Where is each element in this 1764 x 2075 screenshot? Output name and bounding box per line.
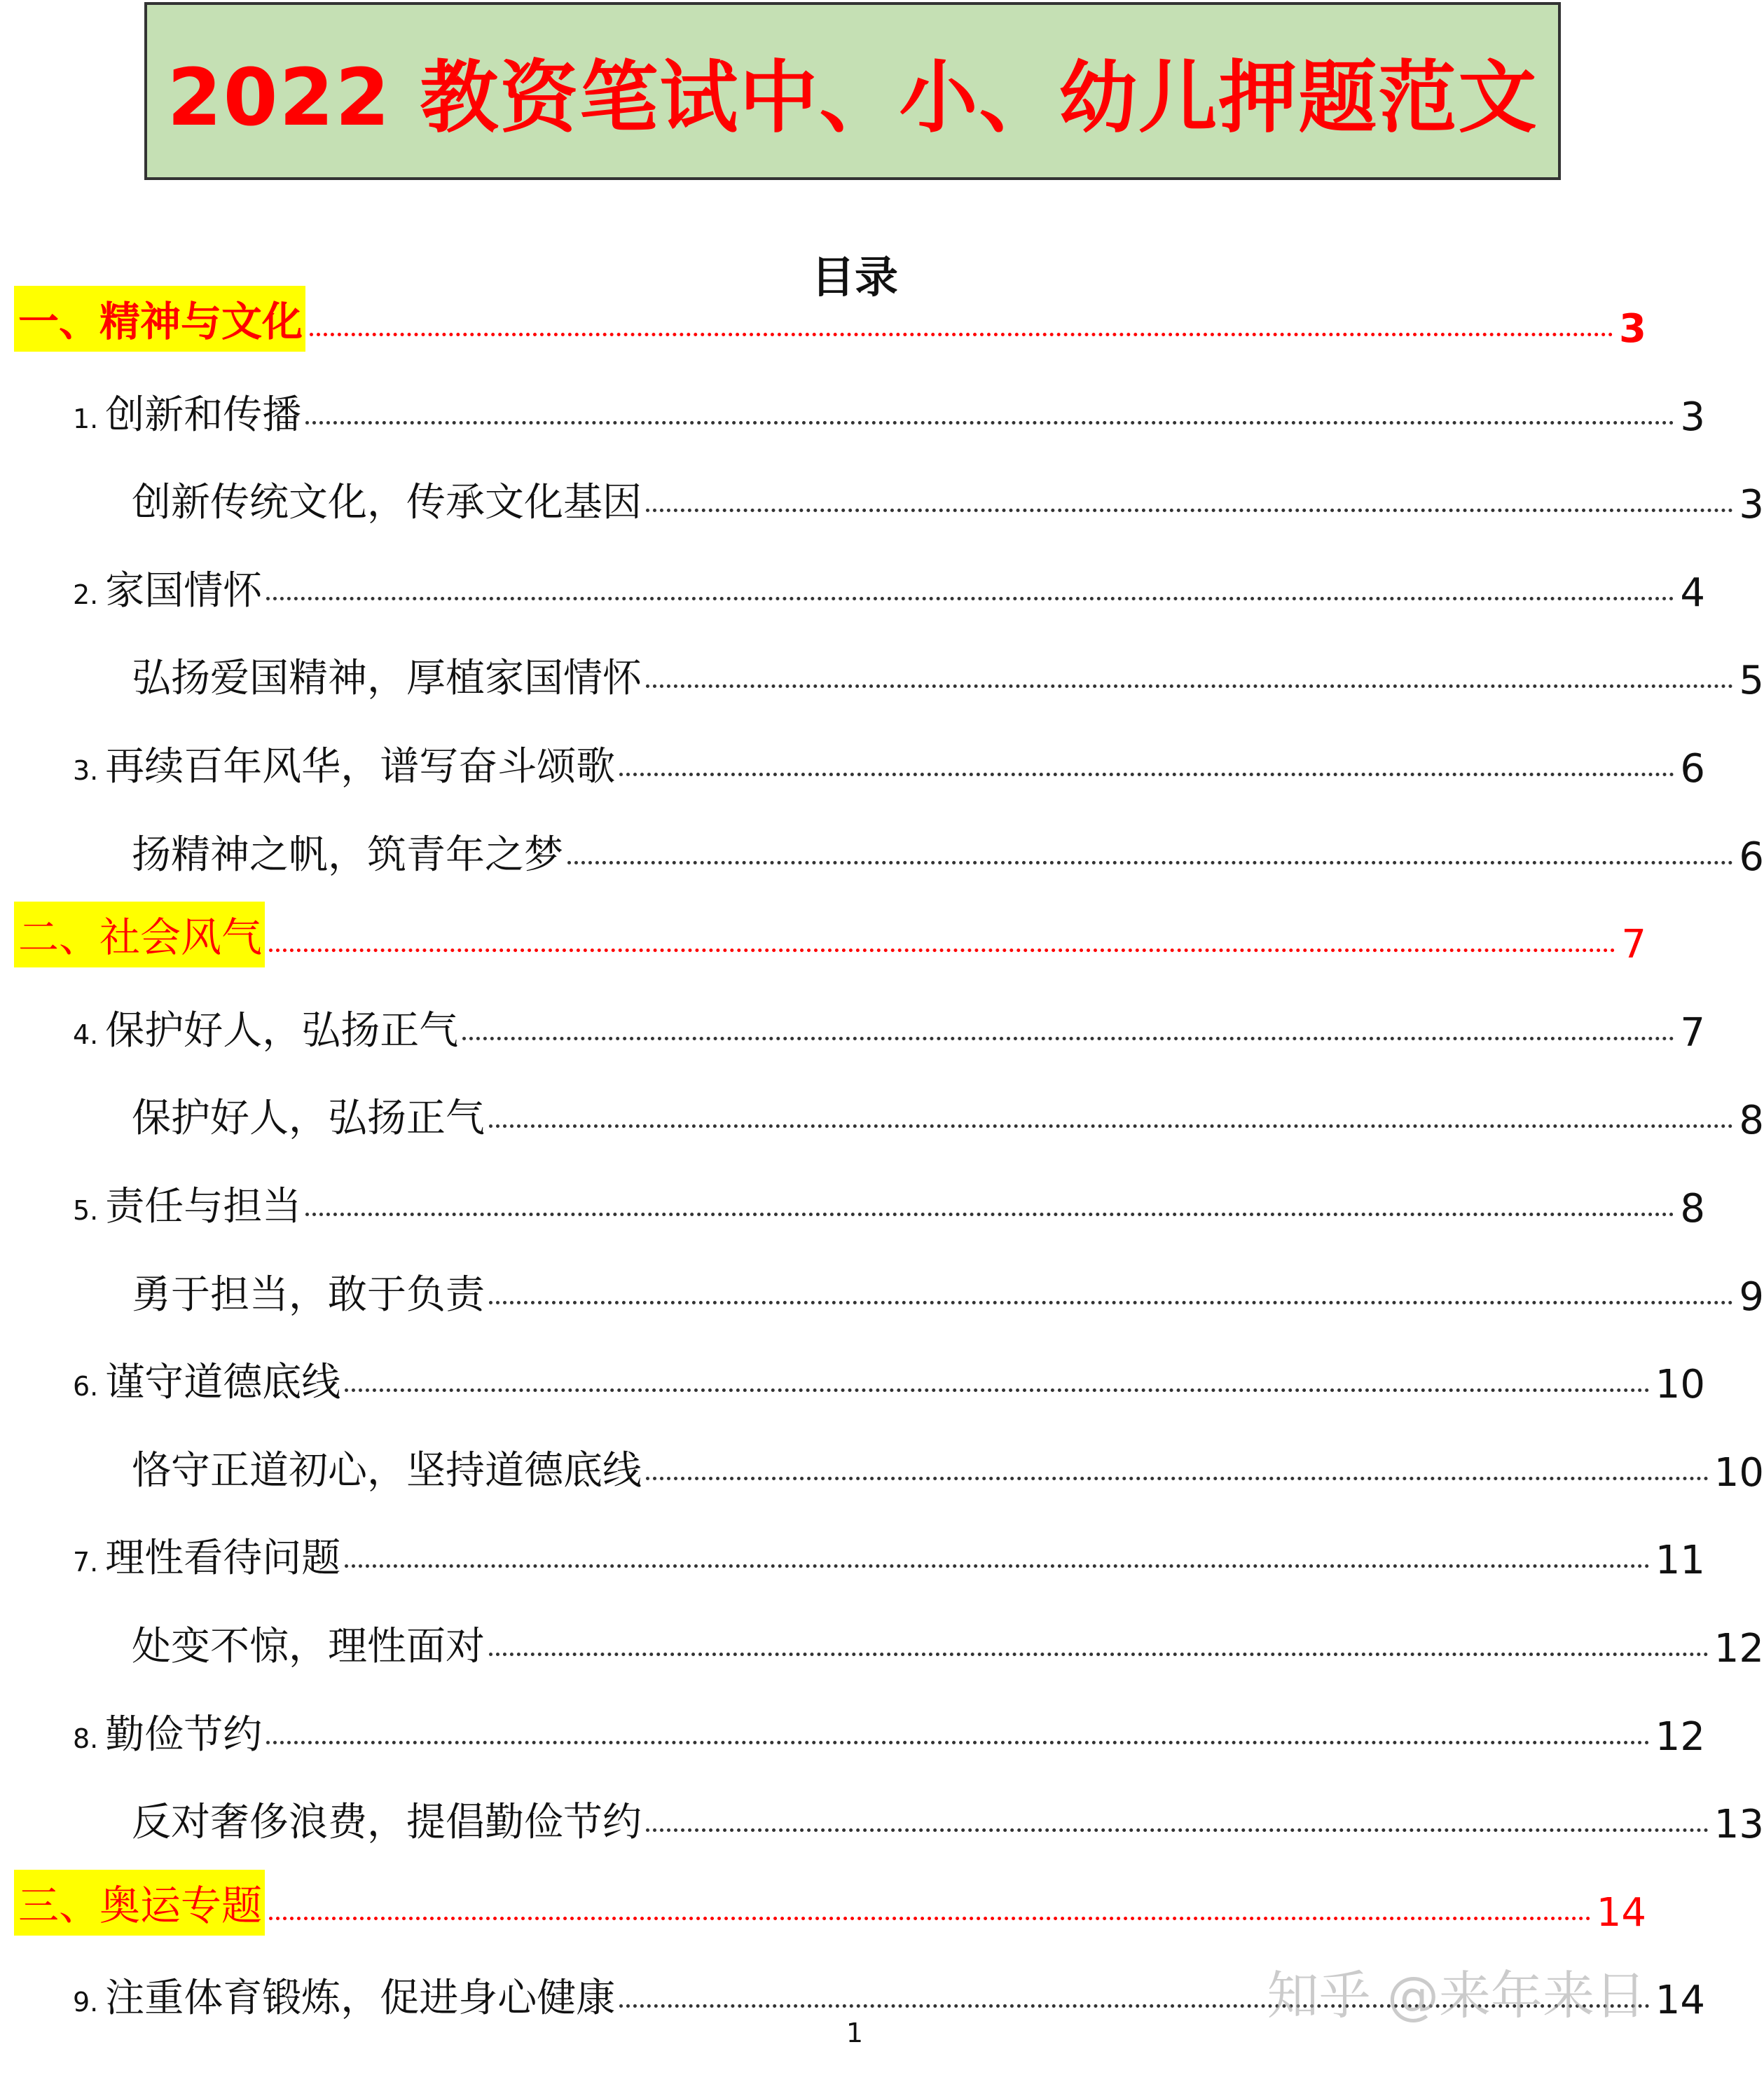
toc-dot-leader: [567, 860, 1733, 864]
toc-dot-leader: [489, 1124, 1733, 1128]
toc-page-number: 6: [1739, 834, 1764, 880]
toc-entry-lead: [14, 286, 305, 352]
toc-page-number: 3: [1680, 394, 1705, 440]
toc-page-number: 6: [1680, 746, 1705, 792]
toc-page-number: 8: [1680, 1186, 1705, 1232]
toc-item-row[interactable]: [0, 553, 1705, 616]
toc-page-number: 4: [1680, 570, 1705, 616]
toc-entry-lead: [73, 1000, 458, 1056]
toc-section-row[interactable]: [0, 289, 1646, 352]
toc-page-number: 14: [1655, 1978, 1705, 2024]
toc-page-number: 12: [1714, 1626, 1764, 1671]
document-title: 2022 教资笔试中、小、幼儿押题范文: [167, 52, 1538, 144]
toc-entry-label: 扬精神之帆，筑青年之梦: [132, 832, 563, 878]
toc-dot-leader: [305, 420, 1674, 425]
toc-item-row[interactable]: [0, 1697, 1705, 1760]
toc-entry-label: 谨守道德底线: [105, 1360, 341, 1406]
toc-section-row[interactable]: [0, 904, 1646, 967]
toc-dot-leader: [269, 1916, 1591, 1920]
toc-entry-lead: [14, 902, 265, 967]
title-banner: [144, 2, 1561, 180]
toc-dot-leader: [646, 1476, 1709, 1480]
toc-entry-number: 4.: [73, 1019, 99, 1050]
toc-subitem-row[interactable]: [0, 1608, 1764, 1671]
toc-item-row[interactable]: [0, 1169, 1705, 1232]
toc-entry-lead: [132, 1264, 485, 1320]
watermark: 知乎 @来年来日: [1267, 1966, 1646, 2026]
toc-entry-label: 恪守正道初心，坚持道德底线: [132, 1447, 642, 1494]
toc-entry-number: 7.: [73, 1547, 99, 1578]
toc-entry-number: 3.: [73, 755, 99, 786]
toc-dot-leader: [489, 1652, 1709, 1656]
toc-page-number: 9: [1739, 1274, 1764, 1320]
toc-entry-label: 再续百年风华，谱写奋斗颂歌: [105, 744, 616, 790]
toc-entry-lead: [132, 647, 642, 703]
toc-entry-label: 处变不惊，理性面对: [132, 1624, 485, 1669]
toc-entry-lead: [73, 736, 615, 792]
toc-entry-label: 理性看待问题: [105, 1536, 341, 1582]
toc-entry-label: 一、精神与文化: [14, 286, 305, 352]
toc-entry-lead: [73, 1967, 615, 2023]
toc-page-number: 8: [1739, 1098, 1764, 1144]
toc-section-row[interactable]: [0, 1873, 1646, 1936]
toc-dot-leader: [646, 1828, 1709, 1832]
toc-subitem-row[interactable]: [0, 1784, 1764, 1847]
toc-entry-number: 2.: [73, 579, 99, 610]
toc-entry-lead: [132, 471, 642, 528]
toc-entry-label: 创新传统文化，传承文化基因: [132, 480, 642, 526]
toc-page-number: 7: [1680, 1009, 1705, 1056]
toc-entry-number: 8.: [73, 1723, 99, 1754]
toc-entry-label: 保护好人，弘扬正气: [132, 1096, 485, 1142]
toc-dot-leader: [646, 508, 1733, 512]
toc-entry-label: 勤俭节约: [105, 1711, 263, 1758]
toc-page-number: 10: [1655, 1362, 1705, 1408]
toc-entry-label: 保护好人，弘扬正气: [105, 1007, 459, 1054]
toc-entry-lead: [73, 1527, 340, 1583]
toc-dot-leader: [462, 1036, 1674, 1040]
toc-subitem-row[interactable]: [0, 464, 1764, 528]
toc-subitem-row[interactable]: [0, 817, 1764, 880]
toc-entry-label: 创新和传播: [105, 392, 302, 438]
toc-entry-label: 三、奥运专题: [14, 1870, 265, 1936]
toc-item-row[interactable]: [0, 1344, 1705, 1407]
toc-page-number: 11: [1655, 1538, 1705, 1584]
toc-entry-number: 6.: [73, 1371, 99, 1402]
toc-item-row[interactable]: [0, 993, 1705, 1056]
toc-entry-lead: [132, 1615, 485, 1671]
toc-subitem-row[interactable]: [0, 640, 1764, 703]
toc-dot-leader: [646, 684, 1733, 688]
toc-dot-leader: [489, 1300, 1733, 1304]
toc-dot-leader: [266, 1740, 1649, 1744]
toc-entry-lead: [132, 1087, 485, 1143]
toc-subitem-row[interactable]: [0, 1257, 1764, 1320]
toc-entry-label: 勇于担当，敢于负责: [132, 1271, 485, 1318]
toc-page-number: 12: [1655, 1714, 1705, 1760]
toc-entry-number: 9.: [73, 1987, 99, 2018]
toc-entry-lead: [73, 1351, 340, 1407]
toc-dot-leader: [345, 1388, 1649, 1392]
toc-page-number: 3: [1739, 482, 1764, 528]
toc-entry-lead: [73, 384, 301, 440]
toc-entry-lead: [73, 1176, 301, 1232]
toc-dot-leader: [269, 948, 1615, 952]
toc-entry-label: 弘扬爱国精神，厚植家国情怀: [132, 656, 642, 702]
toc-dot-leader: [345, 1564, 1649, 1568]
toc-entry-number: 5.: [73, 1195, 99, 1226]
toc-heading: 目录: [811, 251, 898, 303]
toc-entry-lead: [132, 1791, 642, 1847]
toc-page-number: 7: [1621, 922, 1646, 968]
toc-entry-label: 二、社会风气: [14, 902, 265, 967]
toc-dot-leader: [305, 1212, 1674, 1216]
toc-dot-leader: [619, 772, 1674, 776]
toc-dot-leader: [310, 332, 1613, 336]
toc-page-number: 13: [1714, 1802, 1764, 1848]
toc-entry-lead: [132, 824, 563, 880]
toc-entry-lead: [132, 1440, 642, 1496]
toc-dot-leader: [266, 596, 1674, 600]
toc-entry-lead: [73, 560, 262, 616]
toc-page-number: 14: [1596, 1889, 1646, 1936]
toc-page-number: 3: [1619, 306, 1646, 352]
toc-subitem-row[interactable]: [0, 1080, 1764, 1143]
toc-entry-lead: [73, 1704, 262, 1760]
toc-entry-lead: [14, 1870, 265, 1936]
toc-entry-label: 反对奢侈浪费，提倡勤俭节约: [132, 1800, 642, 1846]
toc-entry-label: 责任与担当: [105, 1184, 302, 1229]
toc-item-row[interactable]: [0, 1520, 1705, 1583]
toc-page-number: 5: [1739, 658, 1764, 704]
page-number: 1: [846, 2018, 864, 2048]
toc-entry-label: 家国情怀: [105, 567, 263, 614]
toc-item-row[interactable]: [0, 729, 1705, 792]
toc-page-number: 10: [1714, 1449, 1764, 1496]
toc-subitem-row[interactable]: [0, 1433, 1764, 1496]
toc-entry-number: 1.: [73, 403, 99, 434]
toc-item-row[interactable]: [0, 377, 1705, 440]
toc-entry-label: 注重体育锻炼，促进身心健康: [105, 1976, 616, 2022]
